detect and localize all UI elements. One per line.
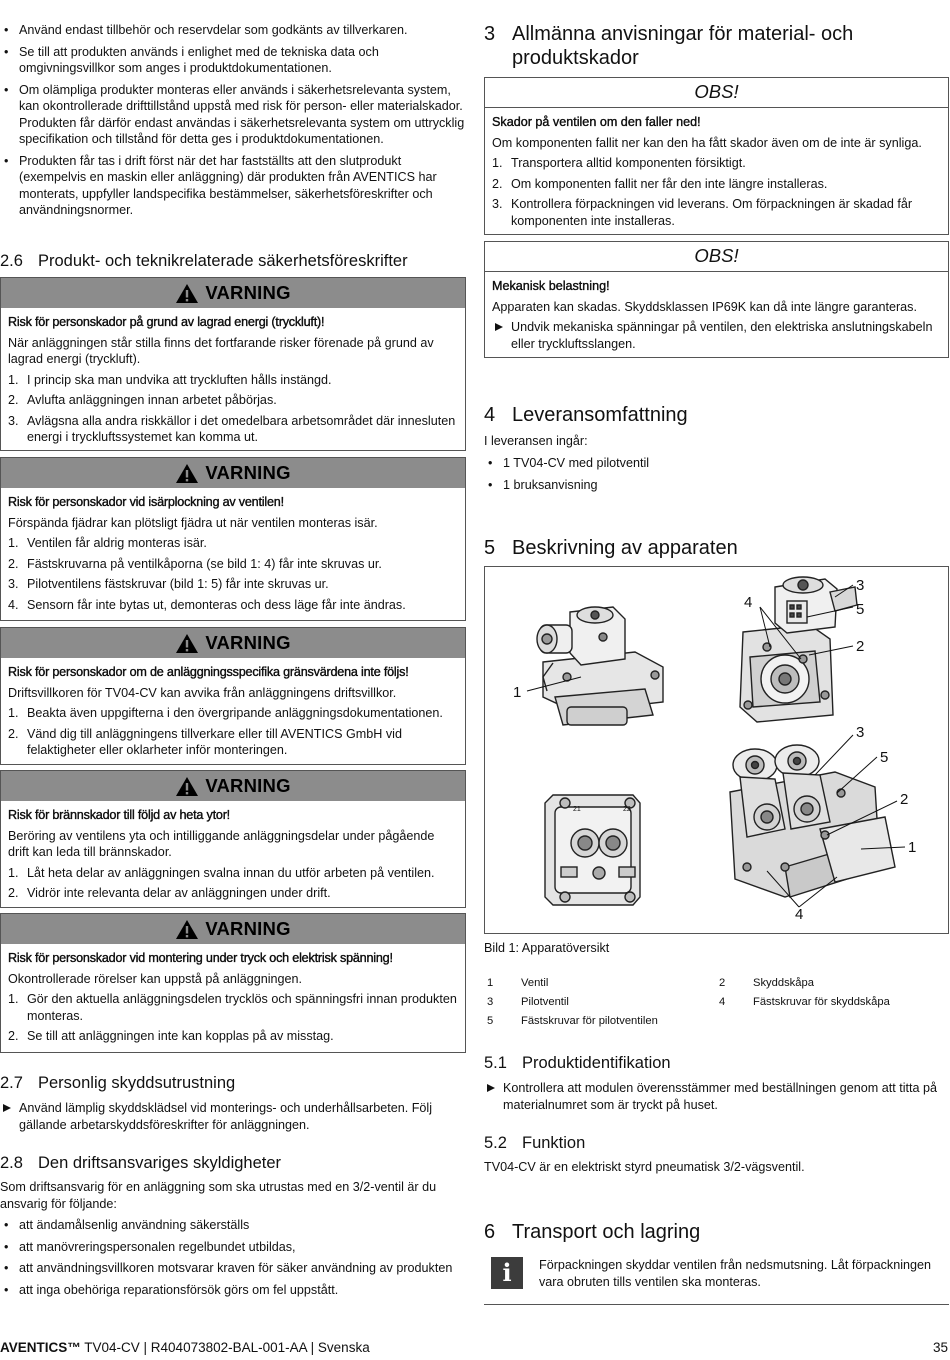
warning-triangle-icon [175, 283, 199, 304]
list-item: 3. Pilotventilens fästskruvar (bild 1: 5) får inte skruvas ur. [8, 577, 329, 591]
list-item: • Använd endast tillbehör och reservdelar som godkänts av tillverkaren. [0, 22, 466, 39]
section-title: Transport och lagring [512, 1221, 701, 1243]
warning-triangle-icon [175, 919, 199, 940]
page-footer [0, 1340, 950, 1357]
warning-title: Risk för personskador om de anläggningsspecifika gränsvärdena inte följs! [8, 665, 409, 679]
warning-header [1, 771, 465, 801]
list-item: 1. Ventilen får aldrig monteras isär. [8, 536, 207, 550]
callout-4: 4 [744, 594, 753, 611]
legend-number: 4 [719, 996, 726, 1008]
callout-3: 3 [856, 577, 865, 594]
warning-triangle-icon [175, 463, 199, 484]
callout-4: 4 [795, 906, 804, 923]
section-heading-2-8 [0, 1153, 466, 1173]
callout-5: 5 [880, 749, 889, 766]
list-item: 2. Se till att anläggningen inte kan kopplas på av misstag. [8, 1029, 334, 1043]
warning-box [0, 913, 466, 1053]
warning-title: Risk för personskador vid montering under tryck och elektrisk spänning! [8, 951, 393, 965]
notice-title: Mekanisk belastning! [492, 279, 610, 293]
responsibility-list [0, 1217, 470, 1303]
section-title: Allmänna anvisningar för material- och produktskador [512, 23, 854, 69]
list-item: • 1 bruksanvisning [484, 477, 924, 494]
info-text: Förpackningen skyddar ventilen från nedsmutsning. Låt förpackningen vara obruten tills ventilen ska monteras. [539, 1258, 932, 1289]
step-list [8, 991, 458, 1045]
warning-text: Förspända fjädrar kan plötsligt fjädra ut när ventilen monteras isär. [8, 515, 378, 530]
list-item: 1. I princip ska man undvika att tryckluften hålls instängd. [8, 372, 332, 387]
warning-header [1, 278, 465, 308]
list-item: • att användningsvillkoren motsvarar kraven för säker användning av produkten [0, 1260, 470, 1277]
notice-label: OBS! [694, 81, 739, 103]
list-item: 1. Transportera alltid komponenten försiktigt. [492, 156, 746, 170]
section-heading-3 [484, 22, 884, 70]
warning-header [1, 458, 465, 488]
info-icon: i [491, 1257, 523, 1289]
section-number: 2.8 [0, 1154, 23, 1172]
warning-text: Driftsvillkoren för TV04-CV kan avvika från anläggningens driftsvillkor. [8, 685, 397, 700]
section-heading-5 [484, 536, 924, 560]
list-item: • att inga obehöriga reparationsförsök görs om fel uppstått. [0, 1282, 470, 1299]
page-number: 35 [932, 1340, 948, 1355]
notice-box [484, 77, 949, 235]
list-item: 2. Vidrör inte relevanta delar av anläggningen under drift. [8, 886, 331, 900]
section-number: 4 [484, 404, 496, 426]
section-title: Produktidentifikation [522, 1054, 671, 1072]
section-number: 3 [484, 23, 496, 45]
list-item: 2. Om komponenten fallit ner får den inte längre installeras. [492, 176, 828, 191]
callout-1: 1 [908, 839, 917, 856]
section-text: Som driftsansvarig för en anläggning som ska utrustas med en 3/2-ventil är du ansvarig för följande: [0, 1180, 437, 1211]
plate-label: 21 [573, 806, 581, 813]
list-item: • Se till att produkten används i enlighet med de tekniska data och omgivningsvillkor som anges i produktdokumentationen. [0, 44, 466, 77]
section-number: 6 [484, 1221, 496, 1243]
step-list [8, 865, 458, 902]
warning-text: Okontrollerade rörelser kan uppstå på anläggningen. [8, 971, 303, 986]
list-item: • att manövreringspersonalen regelbundet utbildas, [0, 1239, 470, 1256]
callout-2: 2 [900, 791, 909, 808]
section-number: 5 [484, 537, 496, 559]
step-list [492, 155, 941, 229]
warning-label: VARNING [205, 631, 291, 653]
valve-illustration [485, 567, 948, 933]
section-number: 2.7 [0, 1074, 23, 1092]
step-list [8, 705, 458, 759]
warning-title: Risk för personskador på grund av lagrad energi (tryckluft)! [8, 315, 325, 329]
section-title: Funktion [522, 1134, 586, 1152]
warning-text: Beröring av ventilens yta och intilliggande anläggningsdelar under pågående drift kan leda till brännskador. [8, 828, 435, 859]
action-list [484, 1080, 946, 1113]
info-note [484, 1252, 949, 1305]
section-title: Personlig skyddsutrustning [38, 1074, 236, 1092]
warning-text: När anläggningen står stilla finns det fortfarande risker förenade på grund av lagrad energi (tryckluft). [8, 335, 434, 366]
callout-2: 2 [856, 638, 865, 655]
list-item: Använd lämplig skyddsklädsel vid monterings- och underhållsarbeten. Följ gällande arbetarskyddsföreskrifter för anläggningen. [0, 1100, 450, 1133]
callout-5: 5 [856, 601, 865, 618]
section-text: I leveransen ingår: [484, 434, 588, 448]
action-list [0, 1100, 450, 1133]
figure-legend [484, 975, 949, 1032]
warning-box [0, 770, 466, 908]
warning-title: Risk för brännskador till följd av heta ytor! [8, 808, 230, 822]
notice-label: OBS! [694, 245, 739, 267]
list-item: 2. Fästskruvarna på ventilkåporna (se bild 1: 4) får inte skruvas ur. [8, 556, 382, 571]
warning-triangle-icon [175, 633, 199, 654]
legend-number: 3 [487, 996, 494, 1008]
legend-label: Skyddskåpa [753, 977, 814, 989]
list-item: 3. Avlägsna alla andra riskkällor i det omedelbara arbetsområdet där innesluten energi i tryckluftssystemet kan komma ut. [8, 413, 456, 444]
list-item: 1. Gör den aktuella anläggningsdelen trycklös och spänningsfri innan produkten monteras. [8, 992, 457, 1023]
warning-triangle-icon [175, 776, 199, 797]
list-item: • 1 TV04-CV med pilotventil [484, 455, 924, 472]
section-number: 2.6 [0, 252, 23, 270]
legend-label: Fästskruvar för skyddskåpa [753, 996, 890, 1008]
warning-box [0, 627, 466, 765]
section-title: Beskrivning av apparaten [512, 537, 738, 559]
list-item: 2. Avlufta anläggningen innan arbetet påbörjas. [8, 393, 277, 407]
section-title: Leveransomfattning [512, 404, 688, 426]
step-list [8, 372, 458, 446]
notice-text: Om komponenten fallit ner kan den ha fått skador även om de inte är synliga. [492, 135, 922, 150]
legend-number: 2 [719, 977, 726, 989]
brand-name: AVENTICS™ [0, 1340, 81, 1355]
section-heading-6 [484, 1220, 949, 1244]
list-item: • Produkten får tas i drift först när det har fastställts att den slutprodukt (exempelvis en maskin eller anläggning) där produkten från AVENTICS har monterats, uppfyller landspecifika bestämmelser, säkerhetsföreskrifter och användningsnormer. [0, 153, 466, 219]
notice-box [484, 241, 949, 358]
warning-label: VARNING [205, 281, 291, 303]
list-item: 3. Kontrollera förpackningen vid leverans. Om förpackningen är skadad får komponenten inte installeras. [492, 197, 913, 228]
list-item: Undvik mekaniska spänningar på ventilen, den elektriska anslutningskabeln eller tryckluftsslangen. [492, 319, 941, 352]
section-number: 5.2 [484, 1134, 507, 1152]
notice-text: Apparaten kan skadas. Skyddsklassen IP69K kan då inte längre garanteras. [492, 299, 917, 314]
warning-header [1, 914, 465, 944]
action-list [492, 319, 941, 352]
list-item: 2. Vänd dig till anläggningens tillverkare eller till AVENTICS GmbH vid felaktigheter eller oklarheter inför monteringen. [8, 726, 402, 757]
section-heading-2-6 [0, 251, 466, 271]
figure-caption: Bild 1: Apparatöversikt [484, 941, 610, 955]
document-reference: TV04-CV | R404073802-BAL-001-AA | Svenska [80, 1340, 370, 1355]
callout-1: 1 [513, 684, 522, 701]
legend-label: Pilotventil [521, 996, 569, 1008]
section-heading-4 [484, 403, 924, 427]
warning-label: VARNING [205, 774, 291, 796]
legend-number: 1 [487, 977, 494, 989]
list-item: 4. Sensorn får inte bytas ut, demonteras och dess läge får inte ändras. [8, 597, 406, 612]
legend-label: Fästskruvar för pilotventilen [521, 1015, 658, 1027]
list-item: • att ändamålsenlig användning säkerställs [0, 1217, 470, 1234]
warning-title: Risk för personskador vid isärplockning av ventilen! [8, 495, 284, 509]
list-item: • Om olämpliga produkter monteras eller används i säkerhetsrelevanta system, kan okontrollerade drifttillstånd uppstå med risk för person- eller materialskador. Produkten får därför endast användas i säkerhetsrelevanta system om uttrycklig specifikation och tillstånd för detta ges i produktdokumentationen. [0, 82, 466, 148]
warning-label: VARNING [205, 461, 291, 483]
warning-header [1, 628, 465, 658]
section-heading-5-2 [484, 1133, 949, 1153]
warning-box [0, 277, 466, 451]
notice-header [485, 78, 948, 108]
section-title: Den driftsansvariges skyldigheter [38, 1154, 282, 1172]
section-heading-2-7 [0, 1073, 466, 1093]
delivery-list [484, 455, 924, 498]
plate-label: 22 [623, 806, 631, 813]
legend-number: 5 [487, 1015, 494, 1027]
list-item: 1. Beakta även uppgifterna i den övergripande anläggningsdokumentationen. [8, 706, 443, 720]
section-title: Produkt- och teknikrelaterade säkerhetsföreskrifter [38, 252, 408, 270]
intro-bullet-list [0, 22, 466, 224]
device-overview-figure [484, 566, 949, 934]
list-item: 1. Låt heta delar av anläggningen svalna innan du utför arbeten på ventilen. [8, 865, 435, 880]
legend-label: Ventil [521, 977, 549, 989]
warning-box [0, 457, 466, 621]
warning-label: VARNING [205, 917, 291, 939]
section-text: TV04-CV är en elektriskt styrd pneumatisk 3/2-vägsventil. [484, 1160, 805, 1174]
section-number: 5.1 [484, 1054, 507, 1072]
callout-3: 3 [856, 724, 865, 741]
notice-header [485, 242, 948, 272]
list-item: Kontrollera att modulen överensstämmer med beställningen genom att titta på materialnumret som är tryckt på huset. [484, 1080, 946, 1113]
notice-title: Skador på ventilen om den faller ned! [492, 115, 701, 129]
step-list [8, 535, 458, 613]
section-heading-5-1 [484, 1053, 949, 1073]
